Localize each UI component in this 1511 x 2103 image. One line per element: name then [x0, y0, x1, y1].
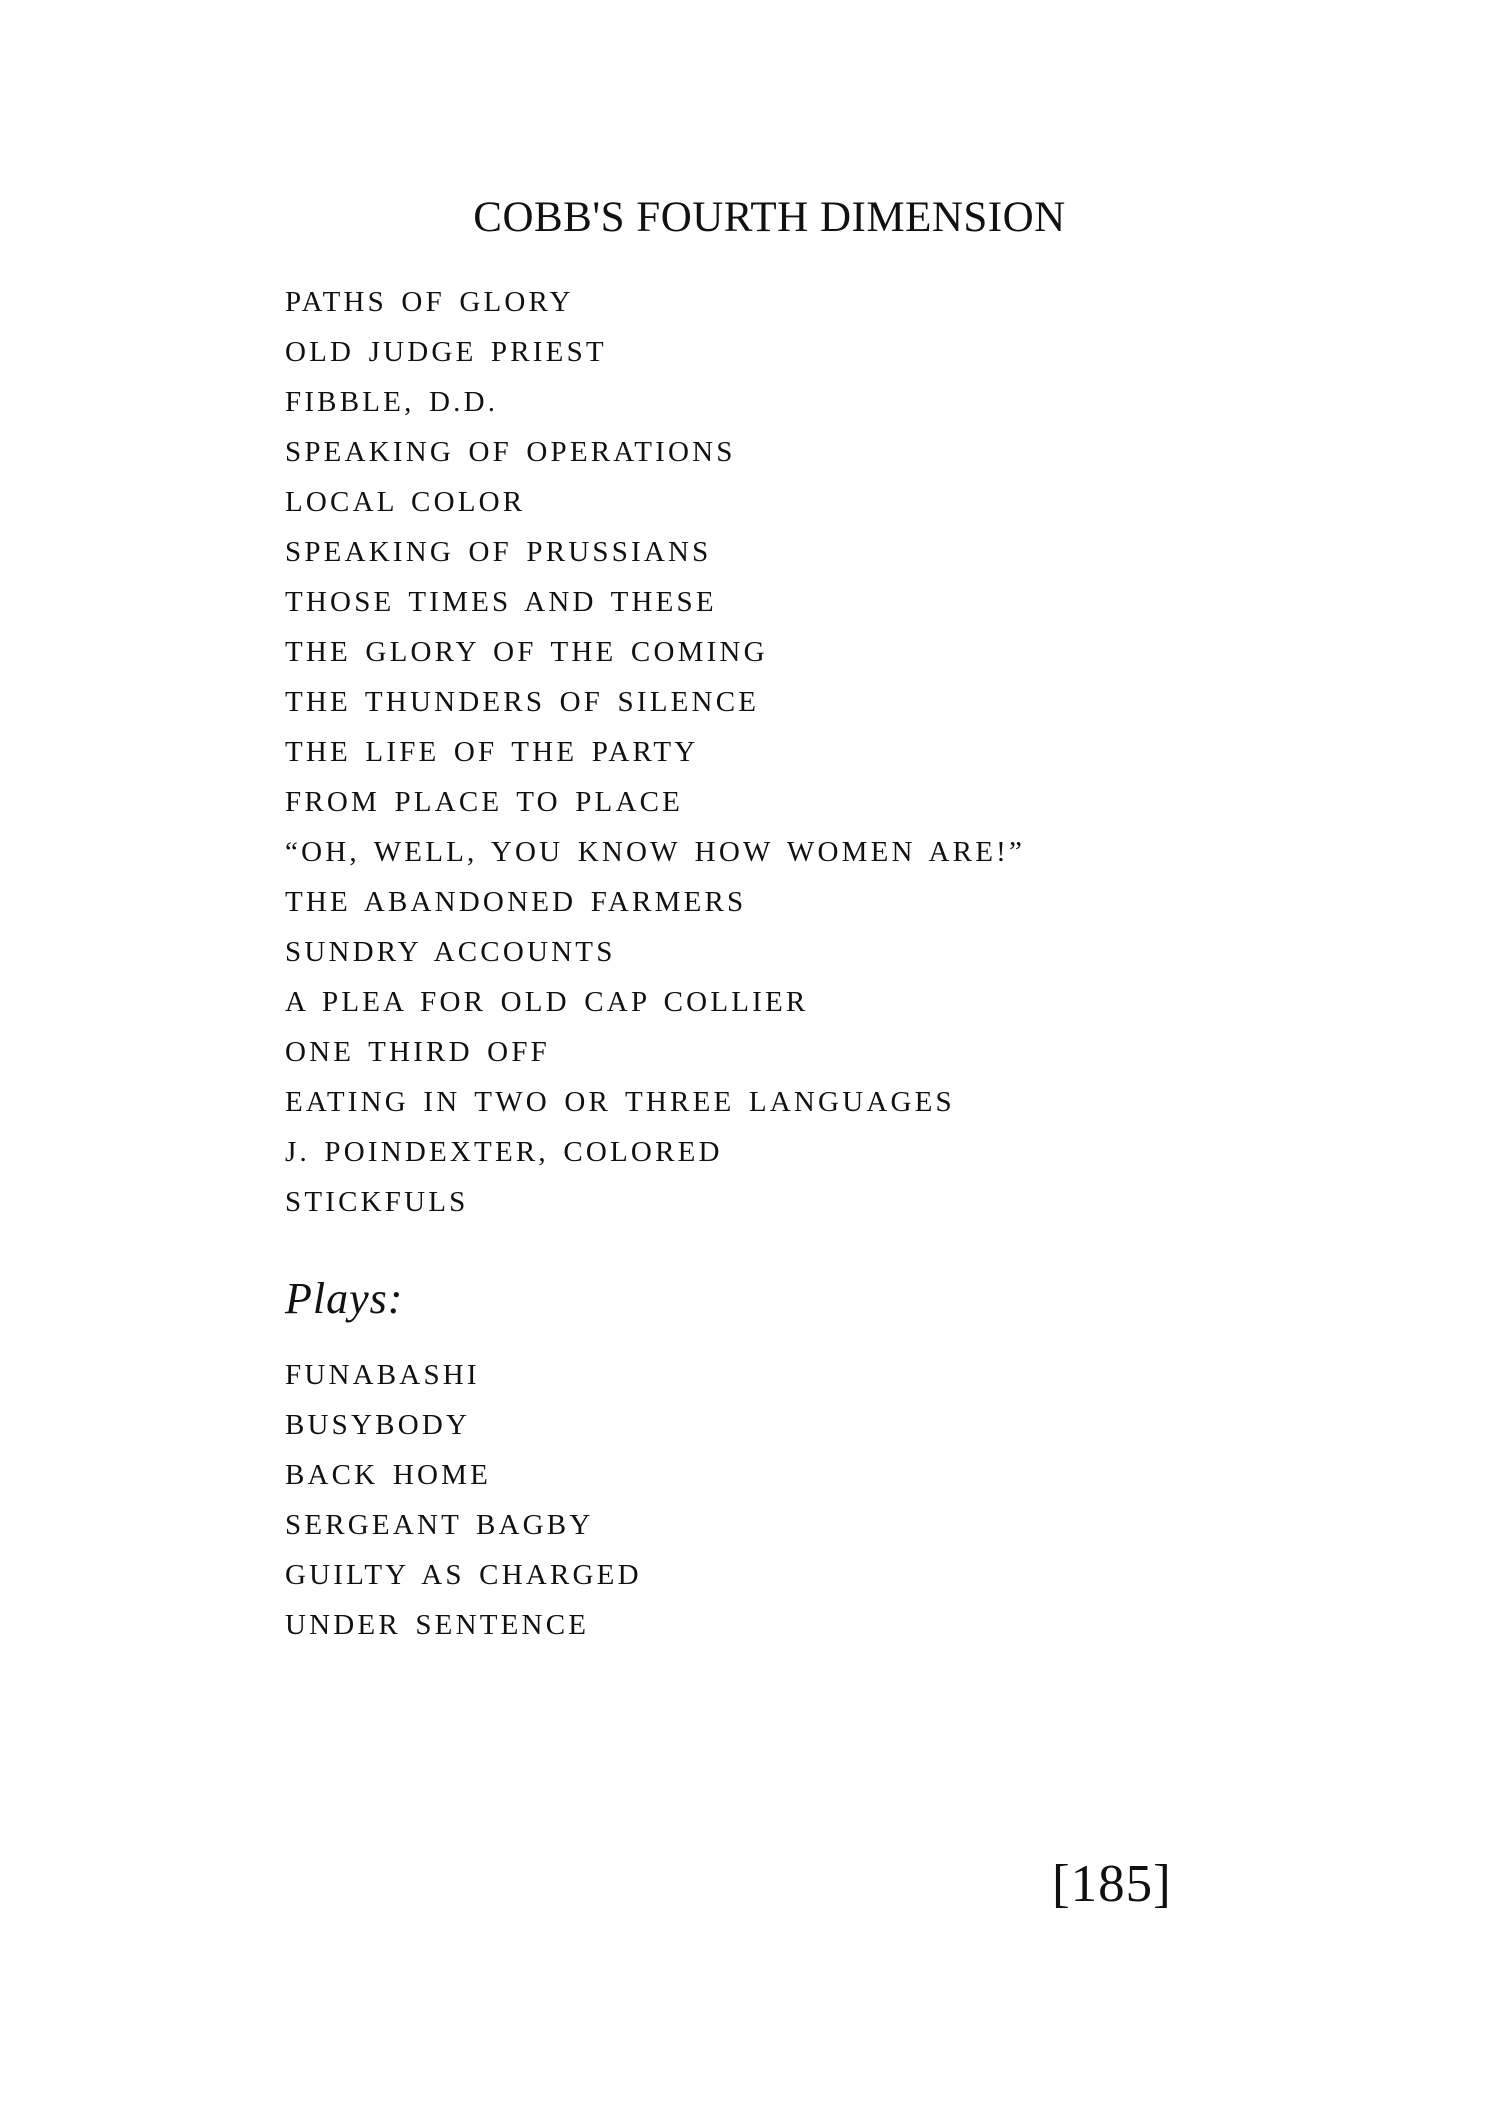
- list-item: A PLEA FOR OLD CAP COLLIER: [285, 986, 809, 1018]
- list-item: THE GLORY OF THE COMING: [285, 636, 768, 668]
- page-title: COBB'S FOURTH DIMENSION: [473, 194, 1066, 241]
- plays-heading: Plays:: [285, 1274, 404, 1323]
- list-item: THE LIFE OF THE PARTY: [285, 736, 699, 768]
- list-item: BACK HOME: [285, 1459, 492, 1491]
- list-item: UNDER SENTENCE: [285, 1609, 590, 1641]
- list-item: BUSYBODY: [285, 1409, 471, 1441]
- list-item: FROM PLACE TO PLACE: [285, 786, 684, 818]
- list-item: FUNABASHI: [285, 1359, 480, 1391]
- list-item: THOSE TIMES AND THESE: [285, 586, 717, 618]
- list-item: SUNDRY ACCOUNTS: [285, 936, 616, 968]
- list-item: THE ABANDONED FARMERS: [285, 886, 747, 918]
- list-item: OLD JUDGE PRIEST: [285, 336, 607, 368]
- list-item: STICKFULS: [285, 1186, 469, 1218]
- list-item: EATING IN TWO OR THREE LANGUAGES: [285, 1086, 955, 1118]
- list-item: SPEAKING OF PRUSSIANS: [285, 536, 712, 568]
- list-item: SPEAKING OF OPERATIONS: [285, 436, 736, 468]
- list-item: GUILTY AS CHARGED: [285, 1559, 642, 1591]
- list-item: LOCAL COLOR: [285, 486, 526, 518]
- list-item: FIBBLE, D.D.: [285, 386, 499, 418]
- list-item: J. POINDEXTER, COLORED: [285, 1136, 723, 1168]
- list-item: THE THUNDERS OF SILENCE: [285, 686, 760, 718]
- list-item: SERGEANT BAGBY: [285, 1509, 594, 1541]
- list-item: “OH, WELL, YOU KNOW HOW WOMEN ARE!”: [285, 836, 1026, 868]
- list-item: ONE THIRD OFF: [285, 1036, 550, 1068]
- page-number: [185]: [1052, 1855, 1172, 1913]
- works-list: [285, 277, 1025, 1227]
- list-item: PATHS OF GLORY: [285, 286, 574, 318]
- plays-list: [285, 1350, 642, 1650]
